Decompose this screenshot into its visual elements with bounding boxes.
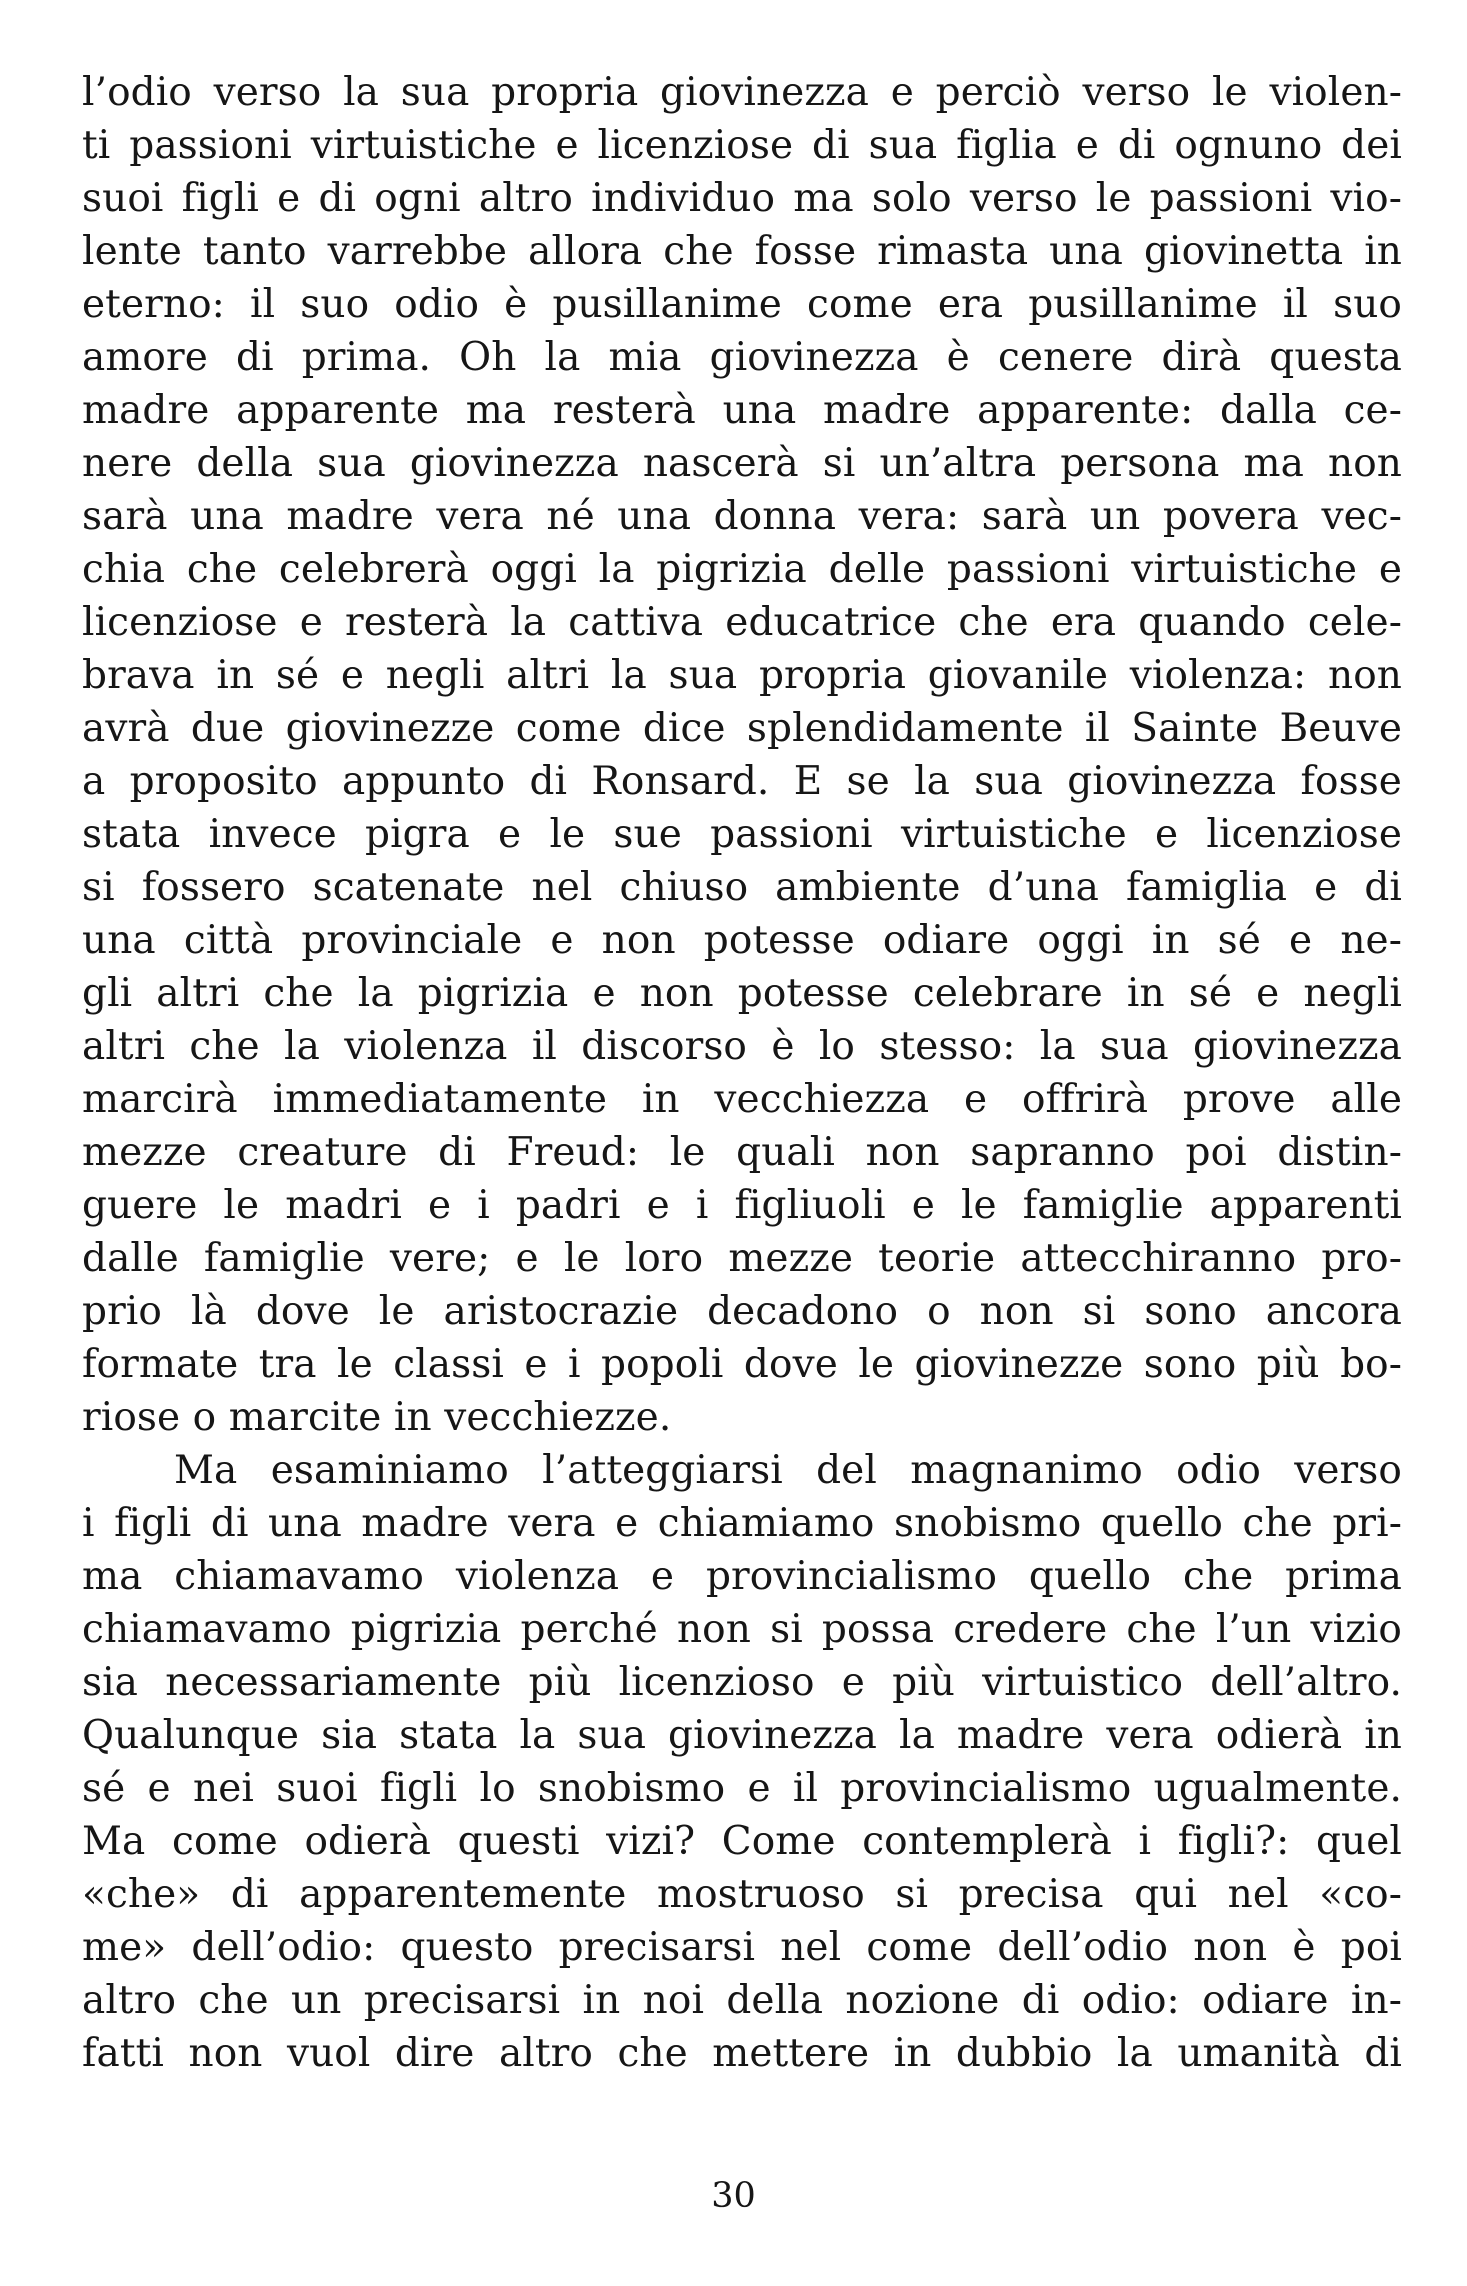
- text-line: Ma come odierà questi vizi? Come contemplerà i figli?: quel: [82, 1819, 1402, 1864]
- text-line: a proposito appunto di Ronsard. E se la sua giovinezza fosse: [82, 759, 1402, 804]
- text-line: mezze creature di Freud: le quali non sapranno poi distin-: [82, 1130, 1402, 1175]
- page-number: 30: [711, 2176, 756, 2216]
- text-line: sé e nei suoi figli lo snobismo e il provincialismo ugualmente.: [82, 1766, 1402, 1811]
- page-body: [82, 66, 1402, 2080]
- text-line: licenziose e resterà la cattiva educatrice che era quando cele-: [82, 600, 1402, 645]
- text-line: suoi figli e di ogni altro individuo ma solo verso le passioni vio-: [82, 176, 1402, 221]
- text-line: si fossero scatenate nel chiuso ambiente d’una famiglia e di: [82, 865, 1402, 910]
- paragraph-end-line: riose o marcite in vecchiezze.: [82, 1395, 672, 1440]
- text-line: sarà una madre vera né una donna vera: sarà un povera vec-: [82, 494, 1402, 539]
- text-line: nere della sua giovinezza nascerà si un’altra persona ma non: [82, 441, 1402, 486]
- text-line: l’odio verso la sua propria giovinezza e perciò verso le violen-: [82, 70, 1402, 115]
- paragraph-start-line: Ma esaminiamo l’atteggiarsi del magnanimo odio verso: [174, 1448, 1402, 1493]
- text-line: gli altri che la pigrizia e non potesse celebrare in sé e negli: [82, 971, 1402, 1016]
- text-line: i figli di una madre vera e chiamiamo snobismo quello che pri-: [82, 1501, 1402, 1546]
- text-line: marcirà immediatamente in vecchiezza e offrirà prove alle: [82, 1077, 1402, 1122]
- text-line: ma chiamavamo violenza e provincialismo quello che prima: [82, 1554, 1402, 1599]
- text-line: ti passioni virtuistiche e licenziose di sua figlia e di ognuno dei: [82, 123, 1402, 168]
- text-line: «che» di apparentemente mostruoso si precisa qui nel «co-: [82, 1872, 1402, 1917]
- text-line: avrà due giovinezze come dice splendidamente il Sainte Beuve: [82, 706, 1402, 751]
- text-line: altri che la violenza il discorso è lo stesso: la sua giovinezza: [82, 1024, 1402, 1069]
- text-line: madre apparente ma resterà una madre apparente: dalla ce-: [82, 388, 1402, 433]
- text-line: brava in sé e negli altri la sua propria giovanile violenza: non: [82, 653, 1402, 698]
- text-line: fatti non vuol dire altro che mettere in dubbio la umanità di: [82, 2031, 1402, 2076]
- text-line: una città provinciale e non potesse odiare oggi in sé e ne-: [82, 918, 1402, 963]
- text-line: Qualunque sia stata la sua giovinezza la madre vera odierà in: [82, 1713, 1402, 1758]
- text-line: chia che celebrerà oggi la pigrizia delle passioni virtuistiche e: [82, 547, 1402, 592]
- text-line: amore di prima. Oh la mia giovinezza è cenere dirà questa: [82, 335, 1402, 380]
- text-line: sia necessariamente più licenzioso e più virtuistico dell’altro.: [82, 1660, 1402, 1705]
- text-line: me» dell’odio: questo precisarsi nel come dell’odio non è poi: [82, 1925, 1402, 1970]
- text-line: formate tra le classi e i popoli dove le giovinezze sono più bo-: [82, 1342, 1402, 1387]
- text-line: lente tanto varrebbe allora che fosse rimasta una giovinetta in: [82, 229, 1402, 274]
- text-line: guere le madri e i padri e i figliuoli e le famiglie apparenti: [82, 1183, 1402, 1228]
- text-line: stata invece pigra e le sue passioni virtuistiche e licenziose: [82, 812, 1402, 857]
- text-line: eterno: il suo odio è pusillanime come era pusillanime il suo: [82, 282, 1402, 327]
- text-line: dalle famiglie vere; e le loro mezze teorie attecchiranno pro-: [82, 1236, 1402, 1281]
- text-line: altro che un precisarsi in noi della nozione di odio: odiare in-: [82, 1978, 1402, 2023]
- text-line: prio là dove le aristocrazie decadono o non si sono ancora: [82, 1289, 1402, 1334]
- text-line: chiamavamo pigrizia perché non si possa credere che l’un vizio: [82, 1607, 1402, 1652]
